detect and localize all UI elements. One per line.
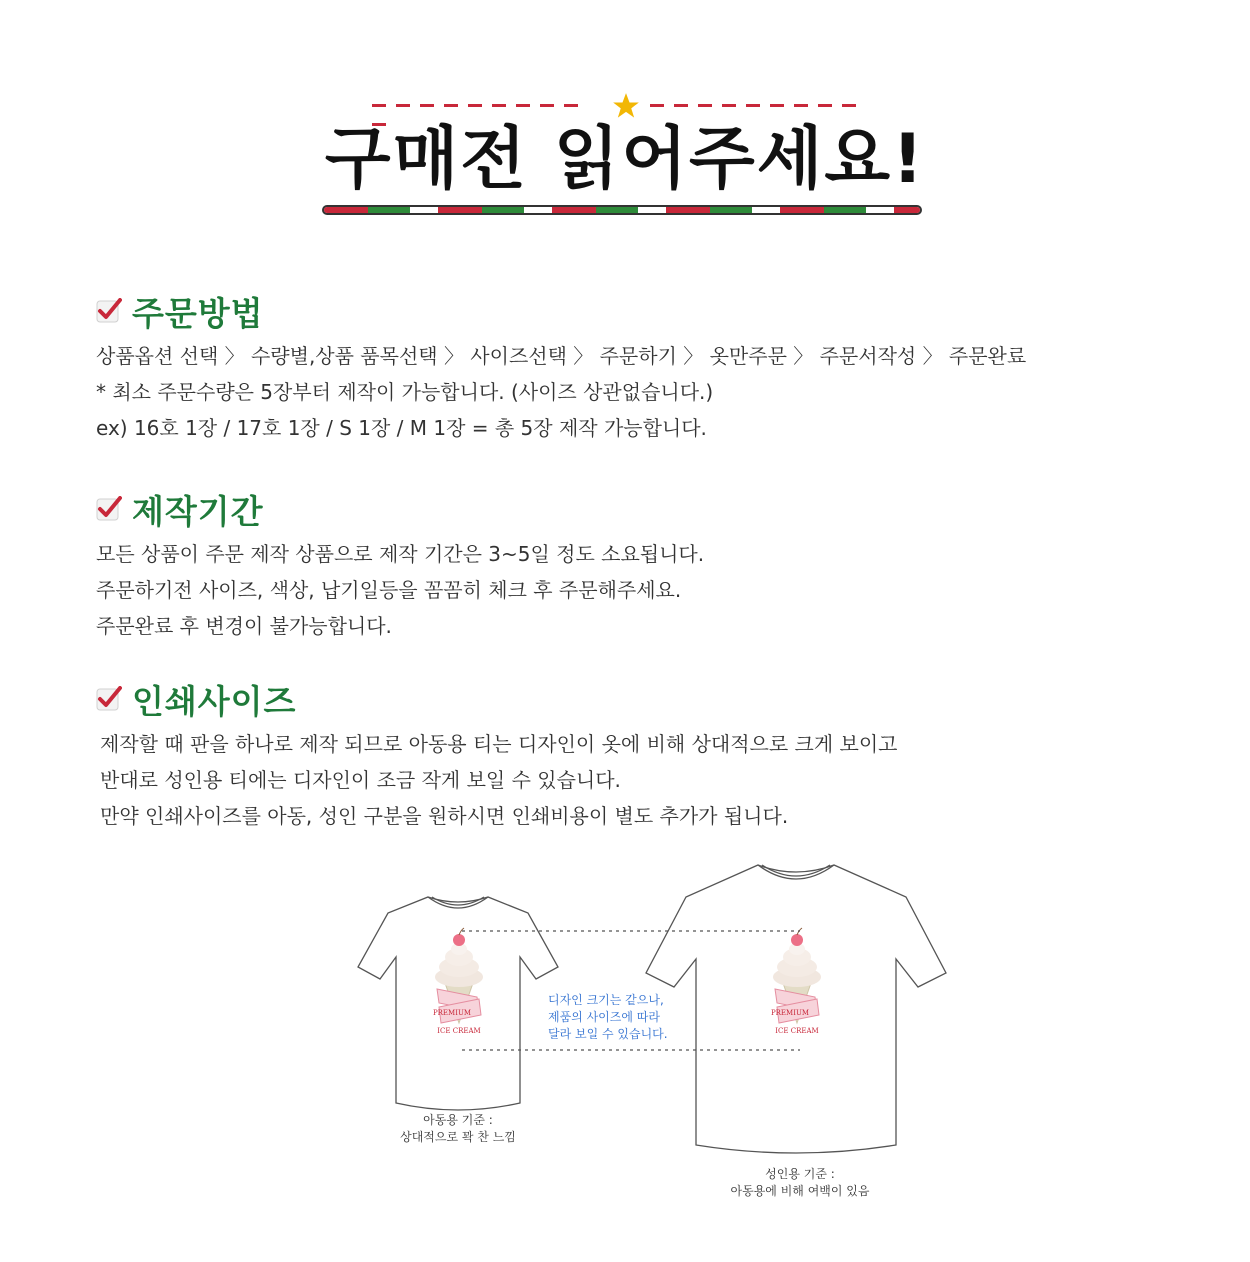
check-icon	[96, 686, 122, 712]
adult-caption: 성인용 기준 : 아동용에 비해 여백이 있음	[730, 1167, 870, 1198]
section-line: 주문완료 후 변경이 불가능합니다.	[96, 614, 392, 638]
section-line: 상품옵션 선택 〉 수량별,상품 품목선택 〉 사이즈선택 〉 주문하기 〉 옷만주문 〉 주문서작성 〉 주문완료	[96, 344, 1027, 368]
check-icon	[96, 496, 122, 522]
page-title: 구매전 읽어주세요!	[324, 120, 926, 199]
section-title: 제작기간	[132, 491, 264, 531]
check-icon	[96, 298, 122, 324]
section-line: 모든 상품이 주문 제작 상품으로 제작 기간은 3~5일 정도 소요됩니다.	[96, 542, 705, 566]
section-line: 만약 인쇄사이즈를 아동, 성인 구분을 원하시면 인쇄비용이 별도 추가가 됩니다.	[100, 804, 789, 828]
section-title: 주문방법	[132, 293, 264, 333]
section-line: 반대로 성인용 티에는 디자인이 조금 작게 보일 수 있습니다.	[100, 768, 621, 792]
design-text-top: PREMIUM	[432, 1009, 472, 1017]
dash-line-left	[372, 104, 602, 108]
star-icon	[612, 92, 640, 120]
section-line: 제작할 때 판을 하나로 제작 되므로 아동용 티는 디자인이 옷에 비해 상대적으로 크게 보이고	[100, 732, 898, 756]
size-note: 디자인 크기는 같으나, 제품의 사이즈에 따라 달라 보일 수 있습니다.	[548, 993, 668, 1041]
design-text-bottom: ICE CREAM	[437, 1027, 481, 1035]
tshirt-size-illustration	[340, 855, 980, 1215]
section-title: 인쇄사이즈	[132, 681, 297, 721]
stripe-divider	[322, 205, 922, 215]
section-line: ex) 16호 1장 / 17호 1장 / S 1장 / M 1장 = 총 5장 제작 가능합니다.	[96, 416, 707, 440]
section-line: * 최소 주문수량은 5장부터 제작이 가능합니다. (사이즈 상관없습니다.)	[96, 380, 714, 404]
design-text-bottom: ICE CREAM	[775, 1027, 819, 1035]
section-line: 주문하기전 사이즈, 색상, 납기일등을 꼼꼼히 체크 후 주문해주세요.	[96, 578, 682, 602]
section-print-size	[96, 678, 1096, 834]
section-production-period	[96, 488, 1096, 644]
dash-line-right	[650, 104, 872, 108]
design-text-top: PREMIUM	[770, 1009, 810, 1017]
section-order-method	[96, 290, 1096, 446]
kid-caption: 아동용 기준 : 상대적으로 꽉 찬 느낌	[400, 1113, 516, 1144]
header-banner	[0, 0, 1250, 230]
